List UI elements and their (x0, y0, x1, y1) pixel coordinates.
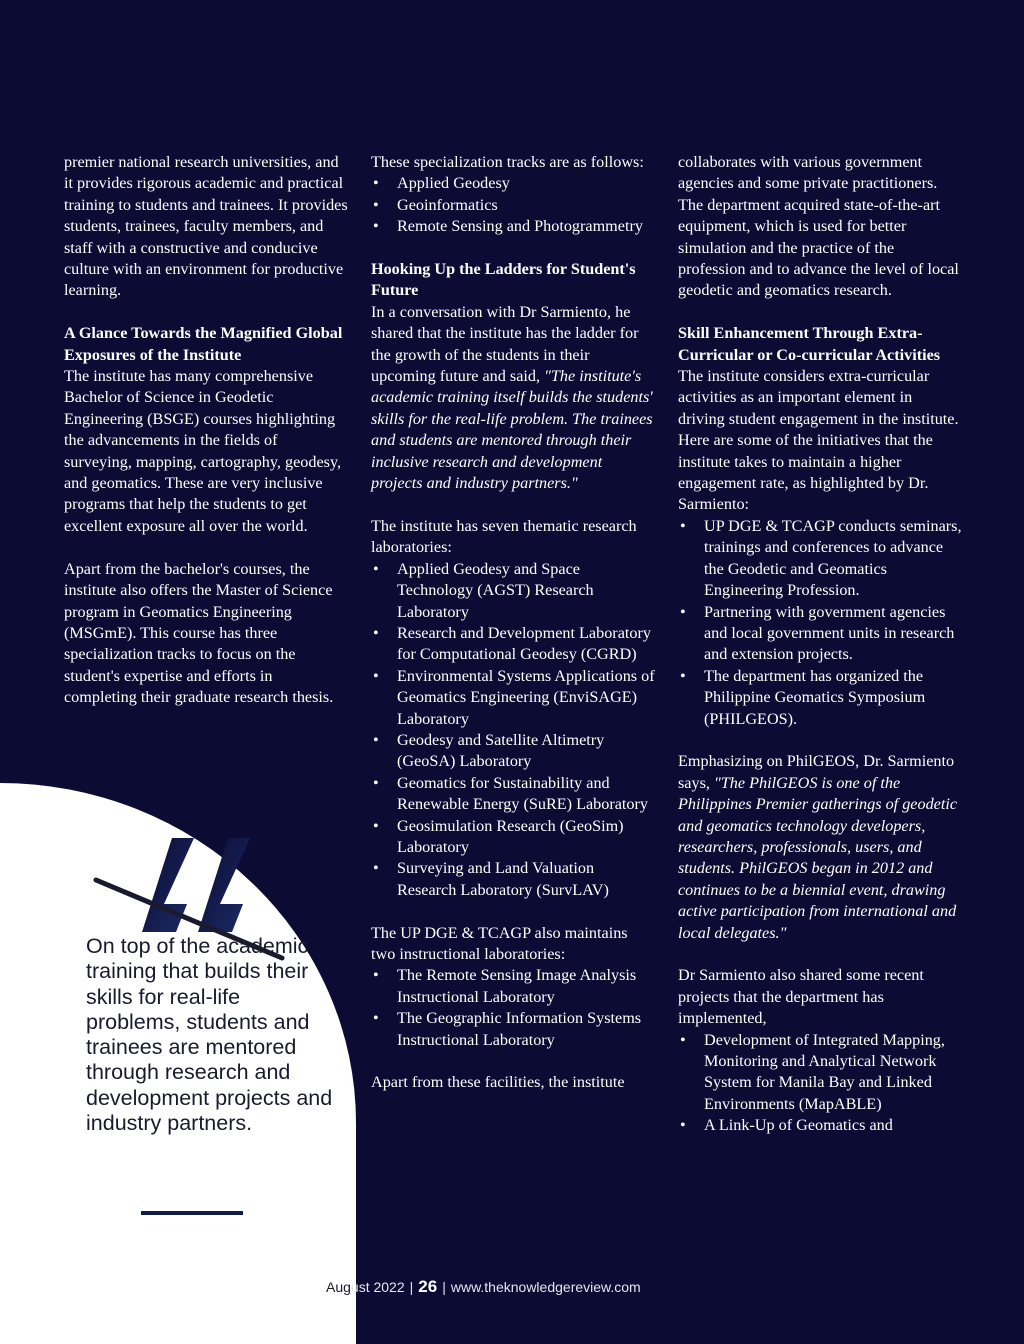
page-footer (326, 1277, 641, 1297)
list-item: • Applied Geodesy (371, 173, 655, 194)
project-list (678, 1030, 962, 1137)
pull-quote-text: On top of the academic training that builds their skills for real-life problems, students and trainees are mentored through research and development projects and industry partners. (86, 934, 333, 1136)
paragraph: Dr Sarmiento also shared some recent projects that the department has implemented, (678, 966, 924, 1028)
section-heading: Hooking Up the Ladders for Student's Future (371, 260, 636, 300)
paragraph: These specialization tracks are as follows: (371, 153, 644, 171)
footer-date-end: ust 2022 (350, 1279, 405, 1295)
paragraph (678, 751, 962, 944)
instructional-lab-list (371, 965, 655, 1051)
quoted-text: "The PhilGEOS is one of the Philippines Premier gatherings of geodetic and geomatics technology developers, researchers, professionals, users, and students. PhilGEOS began in 2012 and continues to be a biennial event, drawing active participation from international and local delegates." (678, 773, 958, 942)
paragraph: Apart from these facilities, the institute (371, 1073, 625, 1092)
list-item: • UP DGE & TCAGP conducts seminars, trainings and conferences to advance the Geodetic and Geomatics Engineering Profession. (678, 516, 962, 602)
list-item: • A Link-Up of Geomatics and (678, 1115, 962, 1136)
article-column-3 (678, 152, 962, 1137)
quoted-text: "The institute's academic training itself builds the students' skills for the real-life problem. The trainees and students are mentored through their inclusive research and development projects and industry partners." (371, 367, 653, 493)
specialization-track-list (371, 173, 655, 237)
article-column-2 (371, 152, 655, 1094)
list-item: • Geosimulation Research (GeoSim) Laboratory (371, 816, 655, 859)
paragraph: The institute has many comprehensive Bachelor of Science in Geodetic Engineering (BSGE) courses highlighting the advancements in the fields of surveying, mapping, cartography, geodesy, and geomatics. These are very inclusive programs that help the students to get excellent exposure all over the world. (64, 367, 342, 535)
article-column-1 (64, 152, 348, 709)
list-item: • Remote Sensing and Photogrammetry (371, 216, 655, 237)
initiative-list (678, 516, 962, 730)
paragraph: The institute has seven thematic research laboratories: (371, 516, 637, 557)
list-item: • Development of Integrated Mapping, Monitoring and Analytical Network System for Manila Bay and Linked Environments (MapABLE) (678, 1030, 962, 1116)
list-item: • Environmental Systems Applications of Geomatics Engineering (EnviSAGE) Laboratory (371, 666, 655, 730)
list-item: • Geomatics for Sustainability and Renewable Energy (SuRE) Laboratory (371, 773, 655, 816)
footer-url: www.theknowledgereview.com (450, 1279, 641, 1295)
research-lab-list (371, 559, 655, 902)
list-item: • Applied Geodesy and Space Technology (AGST) Research Laboratory (371, 559, 655, 623)
paragraph: Apart from the bachelor's courses, the institute also offers the Master of Science program in Geomatics Engineering (MSGmE). This course has three specialization tracks to focus on the student's expertise and efforts in completing their graduate research thesis. (64, 559, 334, 707)
list-item: • Geoinformatics (371, 195, 655, 216)
list-item: • Partnering with government agencies and local government units in research and extension projects. (678, 602, 962, 666)
list-item: • The Remote Sensing Image Analysis Instructional Laboratory (371, 965, 655, 1008)
page-number: 26 (418, 1277, 438, 1296)
section-heading: Skill Enhancement Through Extra-Curricular or Co-curricular Activities (678, 324, 941, 364)
footer-separator: | (442, 1279, 446, 1295)
section-heading: A Glance Towards the Magnified Global Exposures of the Institute (64, 324, 343, 364)
list-item: • Research and Development Laboratory for Computational Geodesy (CGRD) (371, 623, 655, 666)
list-item: • Geodesy and Satellite Altimetry (GeoSA) Laboratory (371, 730, 655, 773)
paragraph-lead: Emphasizing on PhilGEOS, Dr. Sarmiento says, (678, 752, 955, 792)
list-item: • Surveying and Land Valuation Research Laboratory (SurvLAV) (371, 858, 655, 901)
paragraph: premier national research universities, and it provides rigorous academic and practical training to students and trainees. It provides students, trainees, faculty members, and staff with a constructive and conducive culture with an environment for productive learning. (64, 153, 348, 300)
pull-quote-rule (141, 1211, 243, 1215)
list-item: • The Geographic Information Systems Instructional Laboratory (371, 1008, 655, 1051)
paragraph-lead: In a conversation with Dr Sarmiento, he shared that the institute has the ladder for the growth of the students in their upcoming future and said, (371, 302, 639, 386)
paragraph: The institute considers extra-curricular activities as an important element in driving student engagement in the institute. Here are some of the initiatives that the institute takes to maintain a higher engagement rate, as highlighted by Dr. Sarmiento: (678, 367, 959, 514)
paragraph (371, 302, 655, 495)
list-item: • The department has organized the Philippine Geomatics Symposium (PHILGEOS). (678, 666, 962, 730)
footer-date-start: Aug (326, 1279, 351, 1295)
paragraph: collaborates with various government agencies and some private practitioners. The department acquired state-of-the-art equipment, which is used for better simulation and the practice of the profession and to advance the level of local geodetic and geomatics research. (678, 153, 959, 300)
footer-separator: | (409, 1279, 414, 1295)
paragraph: The UP DGE & TCAGP also maintains two instructional laboratories: (371, 923, 628, 963)
